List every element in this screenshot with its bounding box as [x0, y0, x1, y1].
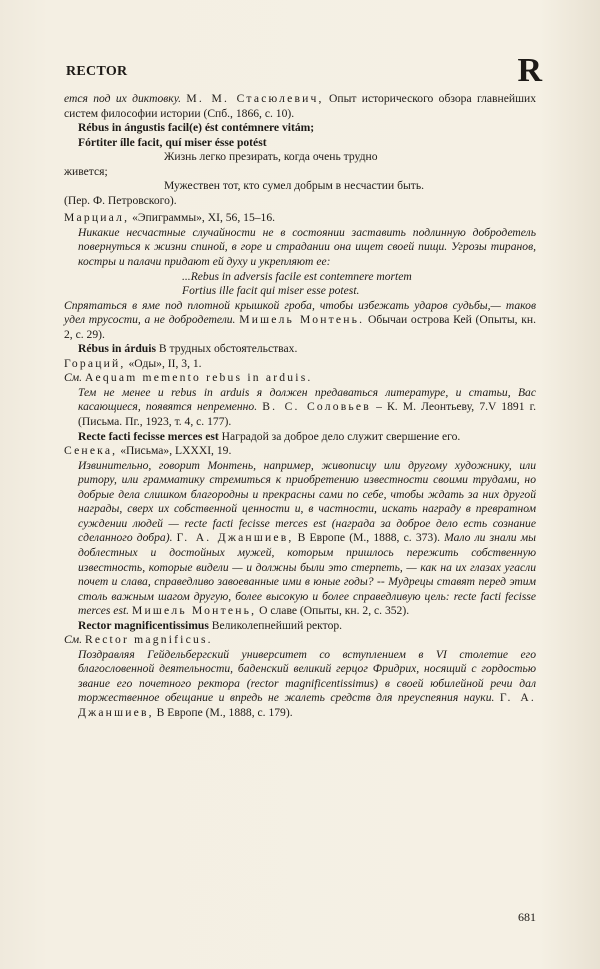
verse-translation: Мужествен тот, кто сумел добрым в несчастии быть. — [164, 179, 425, 193]
dictionary-content — [64, 92, 536, 721]
quotation: Поздравляя Гейдельбергский университет со вступлением в VI столетие его благословенной деятельности, баденский великий герцог Фридрих, носящий с гордостью звание его почетного ректора (rector magnificentissimus) в своей юбилейной речи дал торжественное обещание и впредь не жалеть средств для преуспеяния науки. Г. А. Джаншиев, В Европе (М., 1888, с. 179). — [78, 647, 536, 719]
quotation: Извинительно, говорит Монтень, например, живописцу или другому художнику, или ритору, или грамматику стремиться к приобретению известности своими трудами, но добрые дела слишком благородны и прекрасны сами по себе, чтобы ждать за них другой награды, сверх их собственной ценности и, в частности, искать награду в превратном суждении людей — recte facti fecisse merces est (награда за доброе дело есть сознание сделанного добра). Г. А. Джаншиев, В Европе (М., 1888, с. 373). Мало ли знали мы доблестных и достойных мужей, которым пришлось пережить собственную известность, которые видели — и должны были это стерпеть, — как на их глазах угасли почет и слава, справедливо завоеванные ими в юные годы? -- Мудрецы ставят перед этим столь важным шагом другую, более высокую и более справедливую цель: recte facti fecisse merces est. Мишель Монтень, О славе (Опыты, кн. 2, с. 352). — [78, 458, 536, 618]
source-citation: Гораций, «Оды», II, 3, 1. — [64, 356, 202, 370]
entry-headword: Rector magnificentissimus Великолепнейший ректор. — [78, 618, 343, 632]
running-head: RECTOR — [66, 64, 128, 79]
source-citation: Марциал, «Эпиграммы», XI, 56, 15–16. — [64, 211, 276, 225]
verse-translation: живется; — [64, 164, 108, 178]
verse-translation: Жизнь легко презирать, когда очень трудно — [164, 150, 378, 164]
entry-headword: Rébus in árduis В трудных обстоятельствах. — [78, 342, 298, 356]
latin-quote-line: Fortius ille facit qui miser esse potest. — [182, 284, 360, 298]
entry-continuation: ется под их диктовку. М. М. Стасюлевич, Опыт исторического обзора главнейших систем философии истории (Спб., 1866, с. 10). — [64, 92, 537, 120]
see-also: См. Rector magnificus. — [64, 633, 213, 647]
page-number: 681 — [518, 910, 536, 924]
section-letter: R — [517, 52, 542, 89]
quotation: Никакие несчастные случайности не в состоянии заставить подлинную добродетель повернуться к жизни спиной, в горе и страдании она ищет своей пищи. Угрозы тиранов, костры и палачи придают ей духу и укрепляют ее: — [78, 225, 536, 269]
entry-headword: Fórtiter ílle facit, quí miser ésse potést — [78, 135, 267, 149]
see-also: См. Aequam memento rebus in arduis. — [64, 371, 313, 385]
translator-credit: (Пер. Ф. Петровского). — [64, 193, 177, 207]
source-citation: Сенека, «Письма», LXXXI, 19. — [64, 444, 232, 458]
entry-headword: Recte facti fecisse merces est Наградой за доброе дело служит свершение его. — [78, 429, 461, 443]
quotation: Спрятаться в яме под плотной крышкой гроба, чтобы избежать ударов судьбы,— таков удел трусости, а не добродетели. Мишель Монтень. Обычаи острова Кей (Опыты, кн. 2, с. 29). — [64, 298, 536, 341]
page-header — [64, 52, 542, 90]
quotation: Тем не менее и rebus in arduis я должен предаваться литературе, и статьи, Вас касающиеся, появятся непременно. В. С. Соловьев – К. М. Леонтьеву, 7.V 1891 г. (Письма. Пг., 1923, т. 4, с. 177). — [78, 385, 536, 429]
latin-quote-line: ...Rebus in adversis facile est contemnere mortem — [182, 269, 412, 283]
entry-headword: Rébus in ángustis facil(e) ést contémnere vitám; — [78, 121, 315, 135]
